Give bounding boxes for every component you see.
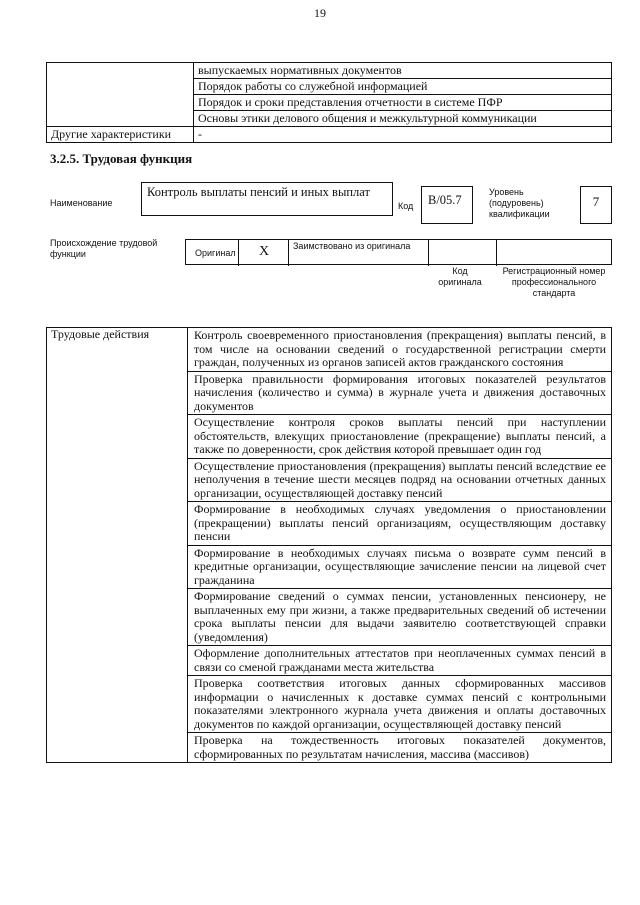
- name-label: Наименование: [50, 198, 113, 208]
- origin-row: [185, 239, 612, 265]
- reg-number-cell: [497, 240, 613, 266]
- table-cell-value: Порядок и сроки представления отчетности в системе ПФР: [194, 95, 612, 111]
- section-heading: 3.2.5. Трудовая функция: [50, 151, 193, 166]
- table-row: [47, 127, 612, 143]
- table-cell-value: выпускаемых нормативных документов: [194, 63, 612, 79]
- original-code-cell: [429, 240, 497, 266]
- function-code-box: B/05.7: [421, 186, 473, 224]
- labor-action-item: Оформление дополнительных аттестатов при неоплаченных суммах пенсий в связи со сменой гражданами места жительства: [188, 646, 612, 676]
- labor-actions-table: [46, 327, 612, 763]
- table-cell-label: [47, 111, 194, 127]
- table-cell-label: [47, 79, 194, 95]
- labor-actions-label: Трудовые действия: [47, 328, 188, 763]
- labor-action-item: Контроль своевременного приостановления (прекращения) выплаты пенсий, в том числе на основании сведений о государственной регистрации смерти граждан, полученных из органов записей актов гражданского состояния: [188, 328, 612, 372]
- table-row: [47, 95, 612, 111]
- origin-label: Происхождение трудовой функции: [50, 238, 158, 259]
- labor-action-item: Проверка соответствия итоговых данных сформированных массивов информации о начисленных к доставке суммах пенсий с контрольными показателями электронного журнала учета движения и оплаты доставочных документов по каждой организации, осуществляющей доставку пенсий: [188, 676, 612, 733]
- code-label: Код: [398, 201, 414, 211]
- original-label: Оригинал: [195, 248, 236, 258]
- labor-action-item: Осуществление приостановления (прекращения) выплаты пенсий вследствие ее неполучения в течение шести месяцев подряд на основании отчетных данных организации, осуществляющей доставку пенсий: [188, 458, 612, 502]
- other-characteristics-label: Другие характеристики: [47, 127, 194, 143]
- function-name-box: Контроль выплаты пенсий и иных выплат: [141, 182, 393, 216]
- labor-action-item: Проверка на тождественность итоговых показателей документов, сформированных по результатам начисления, массива (массивов): [188, 733, 612, 763]
- labor-action-item: Проверка правильности формирования итоговых показателей результатов начисления (количество и сумма) в журнале учета и движения доставочных документов: [188, 371, 612, 415]
- level-label: Уровень (подуровень) квалификации: [489, 187, 550, 219]
- labor-action-item: Формирование сведений о суммах пенсии, установленных пенсионеру, не выплаченных ему при жизни, а также предварительных сведений об истечении срока выплаты пенсии для выдачи заявителю соответствующей справки (уведомления): [188, 589, 612, 646]
- table-cell-label: [47, 63, 194, 79]
- qualification-level-box: 7: [580, 186, 612, 224]
- page-number: 19: [314, 6, 326, 20]
- borrowed-cell: [289, 240, 429, 266]
- table-cell-value: Порядок работы со служебной информацией: [194, 79, 612, 95]
- original-cell: [186, 240, 239, 266]
- knowledge-table: [46, 62, 612, 143]
- original-code-caption: Код оригинала: [438, 266, 482, 287]
- labor-action-item: Формирование в необходимых случаях письма о возврате сумм пенсий в кредитные организации, осуществляющие зачисление пенсии на лицевой счет гражданина: [188, 545, 612, 589]
- table-row: [47, 79, 612, 95]
- table-row: [47, 111, 612, 127]
- table-cell-label: [47, 95, 194, 111]
- borrowed-label: Заимствовано из оригинала: [293, 241, 411, 251]
- original-mark: X: [259, 244, 270, 259]
- labor-action-item: Осуществление контроля сроков выплаты пенсий при наступлении обстоятельств, влекущих приостановление (прекращение) выплаты пенсий, а также по доверенности, срок действия которой превышает один год: [188, 415, 612, 459]
- other-characteristics-value: -: [194, 127, 612, 143]
- original-mark-cell: [239, 240, 289, 266]
- table-cell-value: Основы этики делового общения и межкультурной коммуникации: [194, 111, 612, 127]
- labor-action-item: Формирование в необходимых случаях уведомления о приостановлении (прекращении) выплаты пенсий организациям, осуществляющим доставку пенсии: [188, 502, 612, 546]
- reg-number-caption: Регистрационный номер профессионального стандарта: [502, 266, 606, 298]
- table-row: [47, 328, 612, 372]
- table-row: [47, 63, 612, 79]
